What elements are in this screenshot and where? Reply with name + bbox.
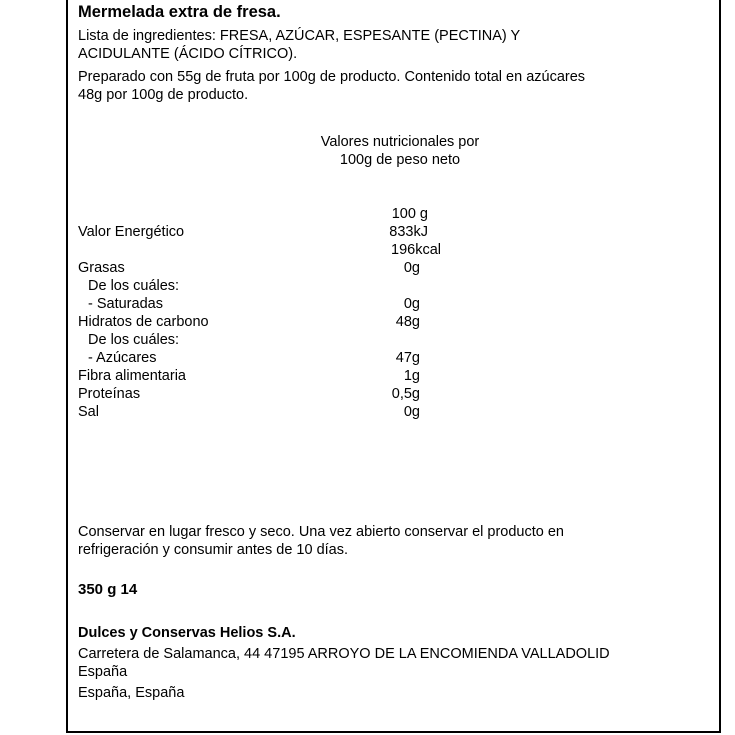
nutrient-label: Sal (78, 404, 99, 420)
storage-line-2: refrigeración y consumir antes de 10 días. (78, 542, 348, 558)
nutrient-label: - Saturadas (88, 296, 163, 312)
ingredients-line-1: Lista de ingredientes: FRESA, AZÚCAR, ESPESANTE (PECTINA) Y (78, 28, 521, 44)
energy-label: Valor Energético (78, 224, 185, 240)
nutrient-label: - Azúcares (88, 350, 157, 366)
energy-kcal-value: 196kcal (391, 242, 441, 258)
product-title: Mermelada extra de fresa. (78, 3, 281, 21)
company-name: Dulces y Conservas Helios S.A. (78, 625, 296, 641)
nutrient-value: 0,5g (391, 386, 420, 402)
nutrient-value: 1g (403, 368, 420, 384)
nutrient-value: 47g (395, 350, 420, 366)
nutrition-header-line-2: 100g de peso neto (339, 152, 461, 168)
preparation-line-1: Preparado con 55g de fruta por 100g de producto. Contenido total en azúcares (78, 69, 586, 85)
energy-kj-value: 833kJ (389, 224, 428, 240)
ingredients-line-2: ACIDULANTE (ÁCIDO CÍTRICO). (78, 46, 298, 62)
nutrient-value: 48g (395, 314, 420, 330)
net-weight: 350 g 14 (78, 581, 138, 598)
nutrition-header-line-1: Valores nutricionales por (320, 134, 480, 150)
nutrient-value: 0g (403, 296, 420, 312)
nutrient-label: Fibra alimentaria (78, 368, 186, 384)
nutrient-label: De los cuáles: (88, 278, 180, 294)
nutrition-column-header: 100 g (391, 206, 428, 222)
company-country: España (78, 664, 128, 680)
origin-country: España, España (78, 685, 185, 701)
preparation-line-2: 48g por 100g de producto. (78, 87, 249, 103)
nutrient-value: 0g (403, 260, 420, 276)
company-address: Carretera de Salamanca, 44 47195 ARROYO DE LA ENCOMIENDA VALLADOLID (78, 646, 610, 662)
nutrient-value: 0g (403, 404, 420, 420)
nutrient-label: Grasas (78, 260, 125, 276)
nutrient-label: De los cuáles: (88, 332, 180, 348)
nutrient-label: Hidratos de carbono (78, 314, 209, 330)
storage-line-1: Conservar en lugar fresco y seco. Una vez abierto conservar el producto en (78, 524, 564, 540)
nutrient-label: Proteínas (78, 386, 141, 402)
